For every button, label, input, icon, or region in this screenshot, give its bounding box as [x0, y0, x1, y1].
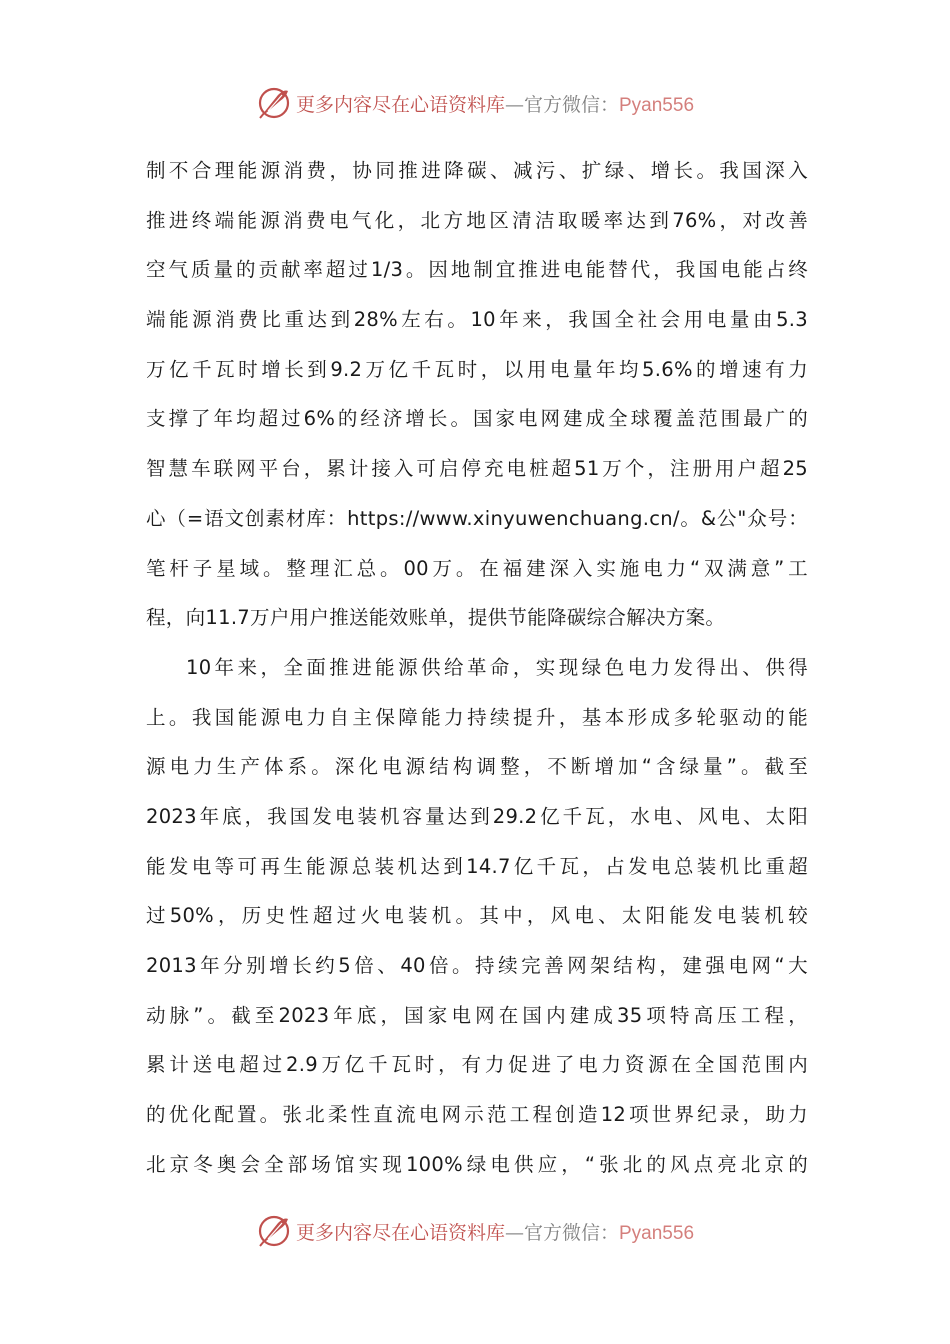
header-site-text: 更多内容尽在心语资料库: [295, 93, 505, 116]
text-line: 空气质量的贡献率超过1/3。因地制宜推进电能替代，我国电能占终: [146, 258, 808, 282]
quill-logo-icon: [256, 1213, 292, 1249]
footer-separator: —: [504, 1221, 524, 1244]
footer-wechat-id: Pyan556: [619, 1222, 695, 1244]
footer-wechat-label: 官方微信：: [523, 1221, 619, 1244]
text-line: 2023年底，我国发电装机容量达到29.2亿千瓦，水电、风电、太阳: [146, 804, 808, 828]
header-wechat-label: 官方微信：: [523, 93, 619, 116]
footer-site-text: 更多内容尽在心语资料库: [295, 1221, 505, 1244]
document-body: [146, 146, 808, 1189]
text-line: 10年来，全面推进能源供给革命，实现绿色电力发得出、供得: [186, 655, 808, 679]
footer-banner: [0, 1211, 950, 1251]
quill-logo-icon: [256, 85, 292, 121]
text-line: 上。我国能源电力自主保障能力持续提升，基本形成多轮驱动的能: [146, 705, 808, 729]
text-line: 2013年分别增长约5倍、40倍。持续完善网架结构，建强电网“大: [146, 954, 808, 977]
text-line: 能发电等可再生能源总装机达到14.7亿千瓦，占发电总装机比重超: [146, 854, 808, 878]
text-line: 源电力生产体系。深化电源结构调整，不断增加“含绿量”。截至: [146, 755, 808, 779]
text-line: 笔杆子星域。整理汇总。00万。在福建深入实施电力“双满意”工: [146, 556, 808, 580]
text-line: 的优化配置。张北柔性直流电网示范工程创造12项世界纪录，助力: [146, 1103, 808, 1127]
text-line: 万亿千瓦时增长到9.2万亿千瓦时，以用电量年均5.6%的增速有力: [146, 357, 808, 381]
text-line: 端能源消费比重达到28%左右。10年来，我国全社会用电量由5.3: [146, 308, 808, 332]
text-line: 心（=语文创素材库：https://www.xinyuwenchuang.cn/。&公"众号：: [146, 506, 808, 530]
text-line: 累计送电超过2.9万亿千瓦时，有力促进了电力资源在全国范围内: [146, 1053, 808, 1077]
text-line: 程，向11.7万户用户推送能效账单，提供节能降碳综合解决方案。: [146, 606, 726, 630]
text-line: 北京冬奥会全部场馆实现100%绿电供应，“张北的风点亮北京的: [146, 1152, 808, 1176]
text-line: 支撑了年均超过6%的经济增长。国家电网建成全球覆盖范围最广的: [146, 407, 808, 431]
header-banner: [0, 83, 950, 123]
text-line: 动脉”。截至2023年底，国家电网在国内建成35项特高压工程，: [146, 1003, 808, 1027]
text-line: 智慧车联网平台，累计接入可启停充电桩超51万个，注册用户超25: [146, 457, 808, 481]
header-wechat-id: Pyan556: [619, 94, 695, 116]
text-line: 过50%，历史性超过火电装机。其中，风电、太阳能发电装机较: [146, 904, 808, 928]
header-separator: —: [504, 93, 524, 116]
text-line: 推进终端能源消费电气化，北方地区清洁取暖率达到76%，对改善: [146, 208, 808, 232]
text-line: 制不合理能源消费，协同推进降碳、减污、扩绿、增长。我国深入: [146, 159, 808, 182]
